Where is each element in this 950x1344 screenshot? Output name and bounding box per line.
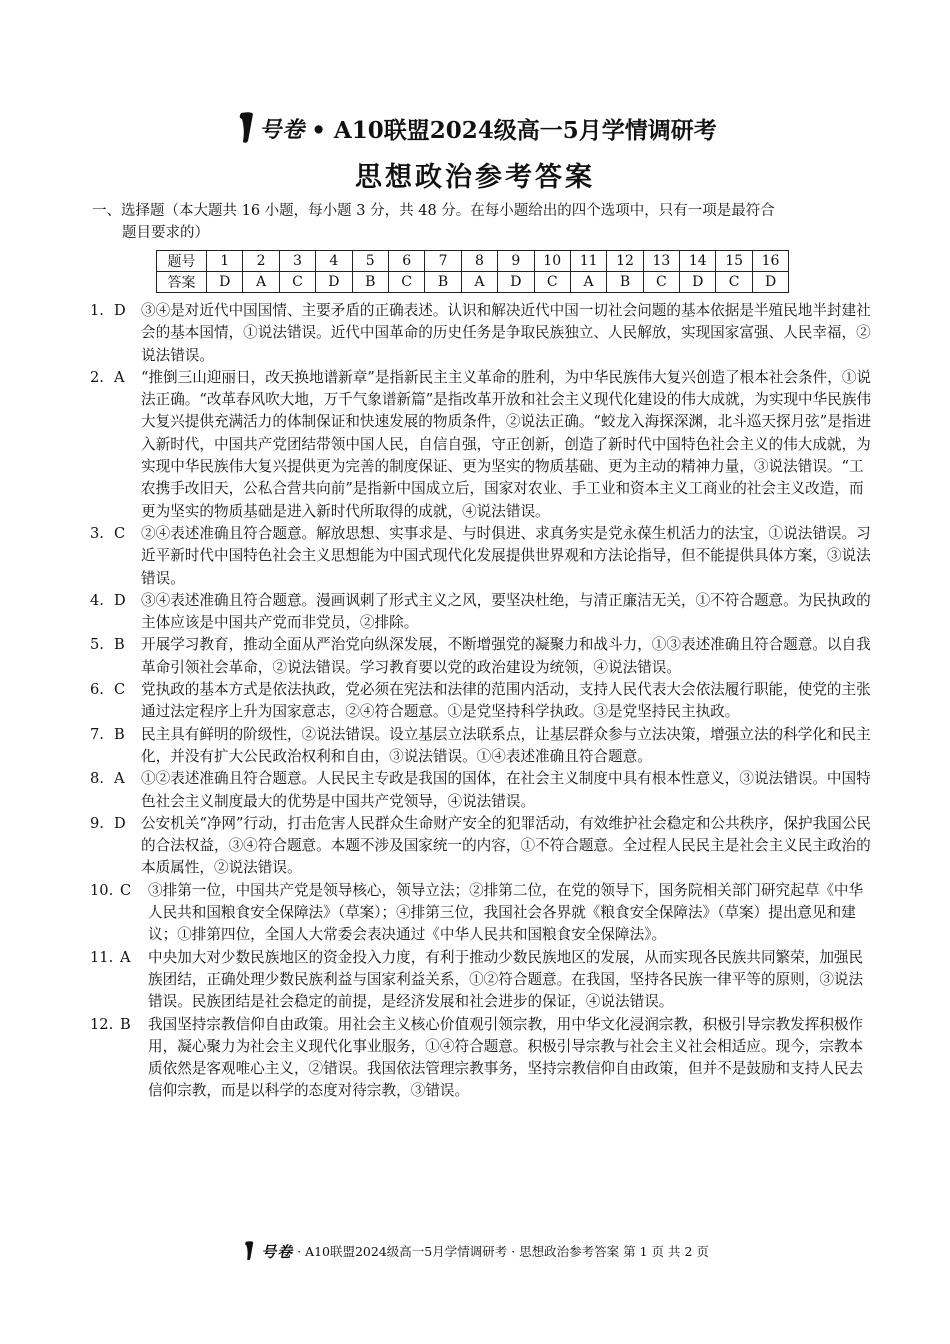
explanation-item bbox=[86, 768, 876, 813]
item-text: 中央加大对少数民族地区的资金投入力度，有利于推动少数民族地区的发展，从而实现各民族共同繁荣，加强民族团结，正确处理少数民族利益与国家利益关系，①②符合题意。在我国，坚持各民族一律平等的原则，③说法错误。民族团结是社会稳定的前提，是经济发展和社会进步的保证，④说法错误。 bbox=[148, 948, 864, 1011]
answer-table-answer-row bbox=[157, 272, 789, 293]
question-number: 11 bbox=[570, 251, 606, 272]
explanation-item bbox=[86, 724, 876, 769]
item-answer: B bbox=[114, 636, 125, 654]
item-number: 1. bbox=[90, 302, 104, 319]
item-text: 公安机关“净网”行动，打击危害人民群众生命财产安全的犯罪活动，有效维护社会稳定和公共秩序，保护我国公民的合法权益，③④符合题意。本题不涉及国家统一的内容，①不符合题意。全过程人民民主是社会主义民主政治的本质属性，②说法错误。 bbox=[141, 814, 872, 877]
brush-one-icon bbox=[241, 1240, 257, 1262]
answer-cell: A bbox=[570, 272, 606, 293]
item-answer: B bbox=[114, 725, 125, 743]
explanation-item bbox=[86, 590, 876, 635]
question-number: 3 bbox=[279, 251, 315, 272]
footer-text: · A10联盟2024级高一5月学情调研考 · 思想政治参考答案 第 1 页 共 2 页 bbox=[297, 1244, 709, 1259]
explanation-item bbox=[86, 523, 876, 590]
explanation-item bbox=[86, 367, 876, 523]
title-line bbox=[233, 108, 717, 148]
question-number: 8 bbox=[461, 251, 497, 272]
answer-cell: B bbox=[425, 272, 461, 293]
section-heading bbox=[92, 200, 872, 244]
answer-cell: C bbox=[388, 272, 424, 293]
answer-cell: C bbox=[279, 272, 315, 293]
answer-cell: B bbox=[607, 272, 643, 293]
answer-cell: C bbox=[643, 272, 679, 293]
answer-cell: D bbox=[752, 272, 788, 293]
explanation-item bbox=[86, 679, 876, 724]
section-heading-line2: 题目要求的） bbox=[122, 225, 209, 241]
section-heading-line1: 一、选择题（本大题共 16 小题，每小题 3 分，共 48 分。在每小题给出的四个选项中，只有一项是最符合 bbox=[92, 203, 775, 219]
item-number: 8. bbox=[90, 770, 104, 788]
question-number: 9 bbox=[498, 251, 534, 272]
header bbox=[0, 108, 950, 194]
brand-logo bbox=[233, 111, 305, 145]
item-number: 12. bbox=[90, 1015, 114, 1033]
item-text: 我国坚持宗教信仰自由政策。用社会主义核心价值观引领宗教，用中华文化浸润宗教，积极引导宗教发挥积极作用，凝心聚力为社会主义现代化事业服务，①④符合题意。积极引导宗教与社会主义社会相适应。现今，宗教本质依然是客观唯心主义，②错误。我国依法管理宗教事务，坚持宗教信仰自由政策，但并不是鼓励和支持人民去信仰宗教，而是以科学的态度对待宗教，③错误。 bbox=[148, 1015, 864, 1100]
item-number: 6. bbox=[90, 681, 104, 699]
question-number: 12 bbox=[607, 251, 643, 272]
question-number: 10 bbox=[534, 251, 570, 272]
explanation-item bbox=[86, 947, 876, 1014]
item-text: ②④表述准确且符合题意。解放思想、实事求是、与时俱进、求真务实是党永葆生机活力的法宝，①说法错误。习近平新时代中国特色社会主义思想能为中国式现代化发展提供世界观和方法论指导，但不能提供具体方案，③说法错误。 bbox=[141, 524, 871, 587]
answer-cell: D bbox=[498, 272, 534, 293]
question-number: 2 bbox=[243, 251, 279, 272]
item-answer: B bbox=[120, 1015, 131, 1033]
explanation-list bbox=[86, 300, 876, 1103]
footer-logo-text: 号卷 bbox=[261, 1242, 294, 1261]
logo-text: 号卷 bbox=[259, 116, 306, 143]
question-number: 14 bbox=[680, 251, 716, 272]
item-answer: D bbox=[114, 591, 126, 609]
answer-table bbox=[156, 250, 789, 293]
item-number: 2. bbox=[90, 368, 104, 386]
answer-cell: D bbox=[316, 272, 352, 293]
answer-cell: C bbox=[534, 272, 570, 293]
answer-cell: D bbox=[207, 272, 243, 293]
explanation-item bbox=[86, 813, 876, 880]
item-text: ③排第一位，中国共产党是领导核心，领导立法；②排第二位，在党的领导下，国务院相关部门研究起草《中华人民共和国粮食安全保障法》（草案）；④排第三位，我国社会各界就《粮食安全保障法》（草案）提出意见和建议；①排第四位，全国人大常委会表决通过《中华人民共和国粮食安全保障法》。 bbox=[148, 881, 864, 944]
item-number: 4. bbox=[90, 591, 104, 609]
explanation-item bbox=[86, 1014, 876, 1103]
item-text: ③④是对近代中国国情、主要矛盾的正确表述。认识和解决近代中国一切社会问题的基本依据是半殖民地半封建社会的基本国情，①说法错误。近代中国革命的历史任务是争取民族独立、人民解放，实现国家富强、人民幸福，②说法错误。 bbox=[141, 302, 871, 364]
explanation-item bbox=[86, 880, 876, 947]
question-number: 7 bbox=[425, 251, 461, 272]
item-number: 11. bbox=[90, 948, 114, 966]
item-number: 5. bbox=[90, 636, 104, 654]
row-label-answer: 答案 bbox=[157, 272, 207, 293]
question-number: 13 bbox=[643, 251, 679, 272]
item-number: 3. bbox=[90, 524, 104, 542]
page-footer bbox=[0, 1240, 950, 1265]
answer-cell: A bbox=[243, 272, 279, 293]
item-answer: A bbox=[114, 770, 125, 788]
item-answer: A bbox=[114, 368, 125, 386]
question-number: 4 bbox=[316, 251, 352, 272]
item-text: “推倒三山迎丽日，改天换地谱新章”是指新民主主义革命的胜利，为中华民族伟大复兴创造了根本社会条件，①说法正确。“改革春风吹大地，万千气象谱新篇”是指改革开放和社会主义现代化建设的伟大成就，为实现中华民族伟大复兴提供充满活力的体制保证和快速发展的物质条件，②说法正确。“蛟龙入海探深渊，北斗巡天探月弦”是指进入新时代，中国共产党团结带领中国人民，自信自强，守正创新，创造了新时代中国特色社会主义的伟大成就，为实现中华民族伟大复兴提供更为完善的制度保证、更为坚实的物质基础、更为主动的精神力量，③说法错误。“工农携手改旧天，公私合营共向前”是指新中国成立后，国家对农业、手工业和资本主义工商业的社会主义改造，而更为坚实的物质基础是进入新时代所取得的成就，④说法错误。 bbox=[141, 368, 872, 520]
item-answer: A bbox=[120, 948, 131, 966]
question-number: 5 bbox=[352, 251, 388, 272]
item-answer: C bbox=[114, 681, 126, 699]
item-number: 10. bbox=[90, 881, 114, 899]
item-text: ①②表述准确且符合题意。人民民主专政是我国的国体，在社会主义制度中具有根本性意义，③说法错误。中国特色社会主义制度最大的优势是中国共产党领导，④说法错误。 bbox=[141, 770, 871, 810]
question-number: 1 bbox=[207, 251, 243, 272]
answer-table-number-row bbox=[157, 251, 789, 272]
row-label-number: 题号 bbox=[157, 251, 207, 272]
item-number: 9. bbox=[90, 814, 104, 832]
brush-one-icon bbox=[233, 111, 259, 145]
answer-cell: B bbox=[352, 272, 388, 293]
item-answer: C bbox=[114, 524, 126, 542]
question-number: 16 bbox=[752, 251, 788, 272]
item-text: 开展学习教育，推动全面从严治党向纵深发展，不断增强党的凝聚力和战斗力，①③表述准确且符合题意。以自我革命引领社会革命，②说法错误。学习教育要以党的政治建设为统领，④说法错误。 bbox=[141, 636, 871, 676]
answer-cell: A bbox=[461, 272, 497, 293]
answer-cell: C bbox=[716, 272, 752, 293]
page-subtitle: 思想政治参考答案 bbox=[355, 162, 595, 193]
question-number: 15 bbox=[716, 251, 752, 272]
page-title: • A10联盟2024级高一5月学情调研考 bbox=[311, 116, 717, 144]
item-text: 民主具有鲜明的阶级性，②说法错误。设立基层立法联系点，让基层群众参与立法决策，增强立法的科学化和民主化，并没有扩大公民政治权利和自由，③说法错误。①④表述准确且符合题意。 bbox=[141, 725, 871, 765]
answer-cell: D bbox=[680, 272, 716, 293]
explanation-item bbox=[86, 634, 876, 679]
explanation-item bbox=[86, 300, 876, 367]
item-text: ③④表述准确且符合题意。漫画讽刺了形式主义之风，要坚决杜绝，与清正廉洁无关，①不符合题意。为民执政的主体应该是中国共产党而非党员，②排除。 bbox=[141, 591, 871, 632]
item-number: 7. bbox=[90, 725, 104, 743]
question-number: 6 bbox=[388, 251, 424, 272]
item-answer: D bbox=[114, 814, 126, 832]
item-answer: D bbox=[114, 302, 126, 319]
item-answer: C bbox=[120, 881, 132, 899]
item-text: 党执政的基本方式是依法执政，党必须在宪法和法律的范围内活动，支持人民代表大会依法履行职能，使党的主张通过法定程序上升为国家意志，②④符合题意。①是党坚持科学执政。③是党坚持民主执政。 bbox=[141, 681, 871, 721]
